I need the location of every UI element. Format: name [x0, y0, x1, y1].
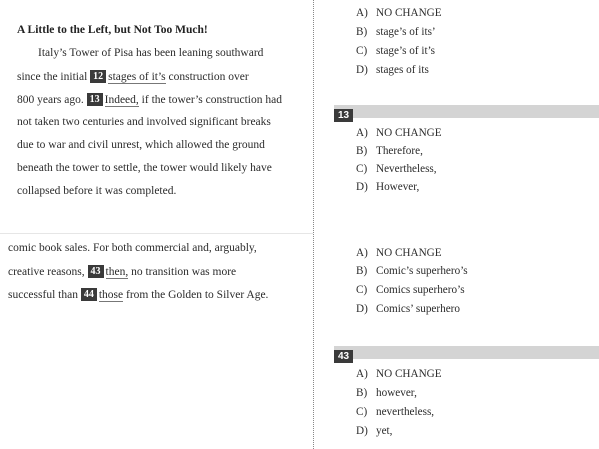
option-letter: A)	[356, 247, 368, 259]
answer-option-c[interactable]	[356, 284, 465, 296]
passage-line: not taken two centuries and involved significant breaks	[17, 116, 271, 128]
underlined-text: Indeed,	[104, 94, 139, 106]
option-text: stage’s of it’s	[376, 45, 436, 57]
option-text: Comics’ superhero	[376, 303, 460, 315]
passage-line	[17, 93, 282, 106]
passage-line: beneath the tower to settle, the tower would likely have	[17, 162, 272, 174]
answer-option-b[interactable]	[356, 265, 468, 277]
answer-option-b[interactable]	[356, 387, 417, 399]
answer-option-c[interactable]	[356, 45, 435, 57]
option-letter: C)	[356, 163, 368, 175]
underlined-text: then,	[105, 266, 129, 278]
option-text: stage’s of its’	[376, 26, 436, 38]
question-number: 13	[334, 109, 353, 122]
question-header-bar	[334, 346, 599, 362]
option-letter: B)	[356, 265, 368, 277]
passage-text: construction over	[168, 71, 249, 83]
passage-text: 800 years ago.	[17, 94, 84, 106]
option-letter: A)	[356, 368, 368, 380]
passage-text: if the tower’s construction had	[141, 94, 282, 106]
option-text: However,	[376, 181, 420, 193]
section-divider	[0, 233, 313, 234]
passage-text: from the Golden to Silver Age.	[125, 289, 269, 301]
passage-line	[17, 70, 249, 83]
passage-text: since the initial	[17, 71, 88, 83]
option-text: NO CHANGE	[376, 127, 442, 139]
option-text: Comic’s superhero’s	[376, 265, 468, 277]
question-number-badge[interactable]: 44	[81, 288, 97, 301]
option-letter: B)	[356, 26, 368, 38]
option-text: however,	[376, 387, 417, 399]
passage-line	[8, 288, 268, 301]
option-letter: D)	[356, 64, 368, 76]
option-text: Nevertheless,	[376, 163, 437, 175]
question-number-badge[interactable]: 13	[87, 93, 103, 106]
option-text: Comics superhero’s	[376, 284, 465, 296]
answer-option-a[interactable]	[356, 7, 442, 19]
question-header-bar	[334, 105, 599, 121]
answer-option-a[interactable]	[356, 368, 442, 380]
answer-option-d[interactable]	[356, 181, 419, 193]
option-text: NO CHANGE	[376, 368, 442, 380]
column-divider	[313, 0, 314, 449]
answer-option-b[interactable]	[356, 26, 436, 38]
option-text: yet,	[376, 425, 393, 437]
answer-option-b[interactable]	[356, 145, 423, 157]
option-letter: C)	[356, 45, 368, 57]
answer-option-a[interactable]	[356, 247, 442, 259]
underlined-text: those	[98, 289, 124, 301]
option-letter: A)	[356, 7, 368, 19]
passage-line: comic book sales. For both commercial and, arguably,	[8, 242, 257, 254]
option-text: stages of its	[376, 64, 429, 76]
option-text: Therefore,	[376, 145, 423, 157]
question-number-badge[interactable]: 12	[90, 70, 106, 83]
answer-option-c[interactable]	[356, 163, 437, 175]
option-letter: B)	[356, 145, 368, 157]
underlined-text: stages of it’s	[108, 71, 166, 83]
question-number-badge[interactable]: 43	[88, 265, 104, 278]
option-letter: C)	[356, 284, 368, 296]
answer-option-d[interactable]	[356, 425, 392, 437]
answer-option-c[interactable]	[356, 406, 434, 418]
passage-text: no transition was more	[131, 266, 237, 278]
option-letter: D)	[356, 181, 368, 193]
passage-text: creative reasons,	[8, 266, 85, 278]
question-number: 43	[334, 350, 353, 363]
answer-option-a[interactable]	[356, 127, 442, 139]
option-text: nevertheless,	[376, 406, 435, 418]
passage-text: successful than	[8, 289, 78, 301]
option-letter: B)	[356, 387, 368, 399]
option-letter: D)	[356, 303, 368, 315]
option-letter: A)	[356, 127, 368, 139]
option-text: NO CHANGE	[376, 7, 442, 19]
passage-line: collapsed before it was completed.	[17, 185, 177, 197]
passage-line	[8, 265, 236, 278]
answer-option-d[interactable]	[356, 303, 460, 315]
passage-line: due to war and civil unrest, which allowed the ground	[17, 139, 265, 151]
answer-option-d[interactable]	[356, 64, 429, 76]
option-letter: D)	[356, 425, 368, 437]
passage-title: A Little to the Left, but Not Too Much!	[17, 24, 208, 36]
option-letter: C)	[356, 406, 368, 418]
option-text: NO CHANGE	[376, 247, 442, 259]
passage-line: Italy’s Tower of Pisa has been leaning southward	[38, 47, 264, 59]
